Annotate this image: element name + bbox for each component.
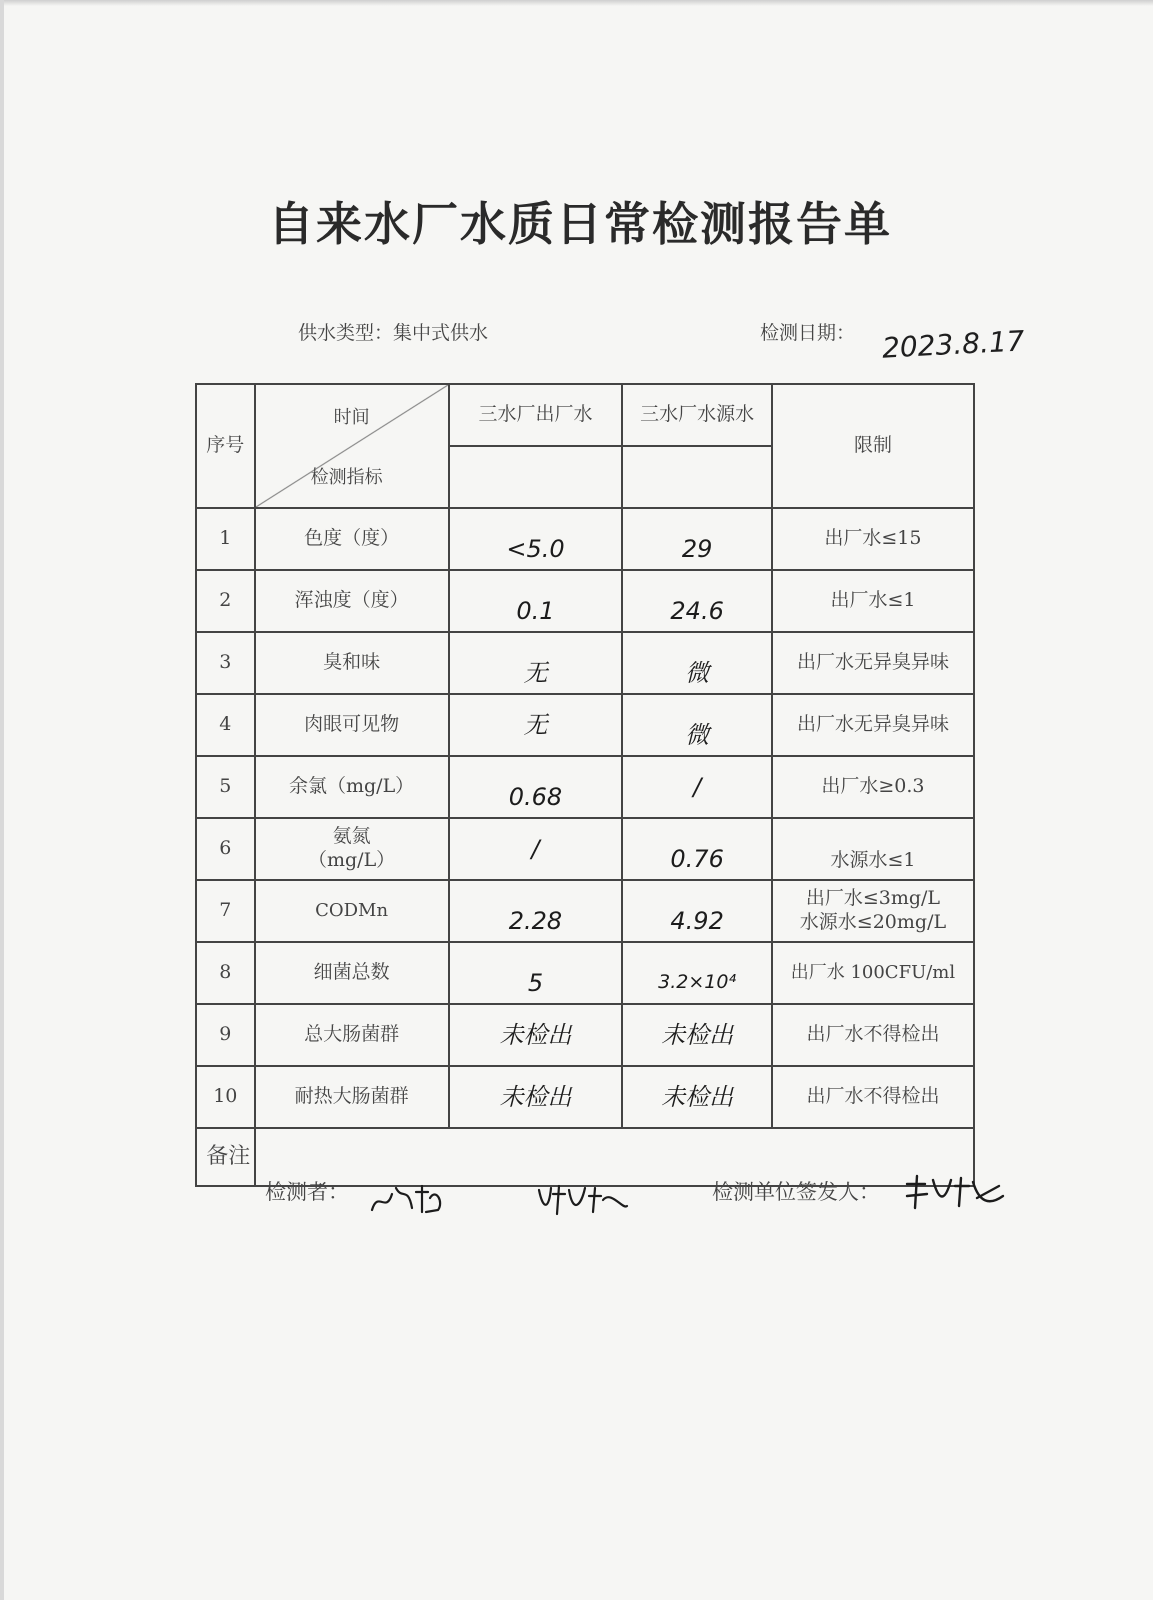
- header-col-src: 三水厂水源水: [622, 384, 772, 446]
- row-src-value: 微: [622, 632, 772, 694]
- header-seq: 序号: [196, 384, 255, 508]
- page-title: 自来水厂水质日常检测报告单: [268, 197, 892, 251]
- row-out-value: 2.28: [449, 880, 623, 942]
- row-indicator: 总大肠菌群: [255, 1004, 449, 1066]
- row-seq: 3: [196, 632, 255, 694]
- header-indicator: 检测指标: [310, 467, 383, 488]
- row-seq: 8: [196, 942, 255, 1004]
- header-src-blank: [622, 446, 772, 508]
- row-indicator: 耐热大肠菌群: [255, 1066, 449, 1128]
- row-out-value: /: [449, 818, 623, 880]
- tester-signature-2: [535, 1180, 630, 1220]
- row-indicator: 肉眼可见物: [255, 694, 449, 756]
- row-limit: 出厂水无异臭异味: [772, 632, 974, 694]
- row-src-value: 3.2×10⁴: [622, 942, 772, 1004]
- row-out-value: 无: [449, 694, 623, 756]
- table-row: [196, 632, 974, 694]
- row-limit: 出厂水不得检出: [772, 1066, 974, 1128]
- table-row: [196, 1066, 974, 1128]
- date-value: 2023.8.17: [881, 324, 1026, 365]
- table-row: [196, 1004, 974, 1066]
- row-limit: 出厂水无异臭异味: [772, 694, 974, 756]
- report-table: [195, 383, 975, 1187]
- row-seq: 2: [196, 570, 255, 632]
- row-out-value: 无: [449, 632, 623, 694]
- row-indicator: 浑浊度（度）: [255, 570, 449, 632]
- row-limit: [772, 880, 974, 942]
- header-time: 时间: [333, 407, 370, 428]
- date-label: 检测日期：: [760, 322, 856, 344]
- header-out-blank: [449, 446, 623, 508]
- header-col-out: 三水厂出厂水: [449, 384, 623, 446]
- row-limit-line2: 水源水≤20mg/L: [799, 911, 947, 933]
- row-limit: 出厂水≤1: [772, 570, 974, 632]
- table-row: [196, 694, 974, 756]
- row-src-value: /: [622, 756, 772, 818]
- issuer-label: 检测单位签发人：: [712, 1180, 880, 1204]
- row-src-value: 29: [622, 508, 772, 570]
- header-diagonal: [255, 384, 449, 508]
- row-src-value: 0.76: [622, 818, 772, 880]
- row-indicator-line2: （mg/L）: [307, 849, 396, 871]
- row-limit: 出厂水不得检出: [772, 1004, 974, 1066]
- row-src-value: 24.6: [622, 570, 772, 632]
- row-seq: 1: [196, 508, 255, 570]
- row-out-value: 未检出: [449, 1004, 623, 1066]
- row-seq: 4: [196, 694, 255, 756]
- row-seq: 9: [196, 1004, 255, 1066]
- table-row: [196, 756, 974, 818]
- table-row: [196, 818, 974, 880]
- row-limit: 水源水≤1: [772, 818, 974, 880]
- row-limit: 出厂水≤15: [772, 508, 974, 570]
- row-indicator: [255, 818, 449, 880]
- row-out-value: <5.0: [449, 508, 623, 570]
- tester-label: 检测者：: [265, 1180, 349, 1204]
- row-out-value: 0.1: [449, 570, 623, 632]
- row-out-value: 0.68: [449, 756, 623, 818]
- row-indicator: CODMn: [255, 880, 449, 942]
- table-row: [196, 880, 974, 942]
- row-seq: 7: [196, 880, 255, 942]
- tester-signature-1: [368, 1180, 448, 1220]
- row-out-value: 5: [449, 942, 623, 1004]
- row-src-value: 未检出: [622, 1066, 772, 1128]
- row-out-value: 未检出: [449, 1066, 623, 1128]
- row-limit: 出厂水≥0.3: [772, 756, 974, 818]
- row-seq: 10: [196, 1066, 255, 1128]
- row-seq: 5: [196, 756, 255, 818]
- table-row: [196, 570, 974, 632]
- row-indicator: 臭和味: [255, 632, 449, 694]
- supply-type: 供水类型：集中式供水: [298, 322, 489, 344]
- page-edge: [0, 0, 1153, 6]
- row-indicator-line1: 氨氮: [332, 825, 371, 848]
- row-indicator: 余氯（mg/L）: [255, 756, 449, 818]
- header-limit: 限制: [772, 384, 974, 508]
- row-indicator: 色度（度）: [255, 508, 449, 570]
- row-src-value: 未检出: [622, 1004, 772, 1066]
- table-row: [196, 942, 974, 1004]
- row-src-value: 4.92: [622, 880, 772, 942]
- row-src-value: 微: [622, 694, 772, 756]
- row-indicator: 细菌总数: [255, 942, 449, 1004]
- row-limit: 出厂水 100CFU/ml: [772, 942, 974, 1004]
- row-seq: 6: [196, 818, 255, 880]
- row-limit-line1: 出厂水≤3mg/L: [805, 887, 941, 910]
- remark-label: 备注: [196, 1128, 255, 1186]
- table-row: [196, 508, 974, 570]
- issuer-signature: [903, 1172, 1008, 1214]
